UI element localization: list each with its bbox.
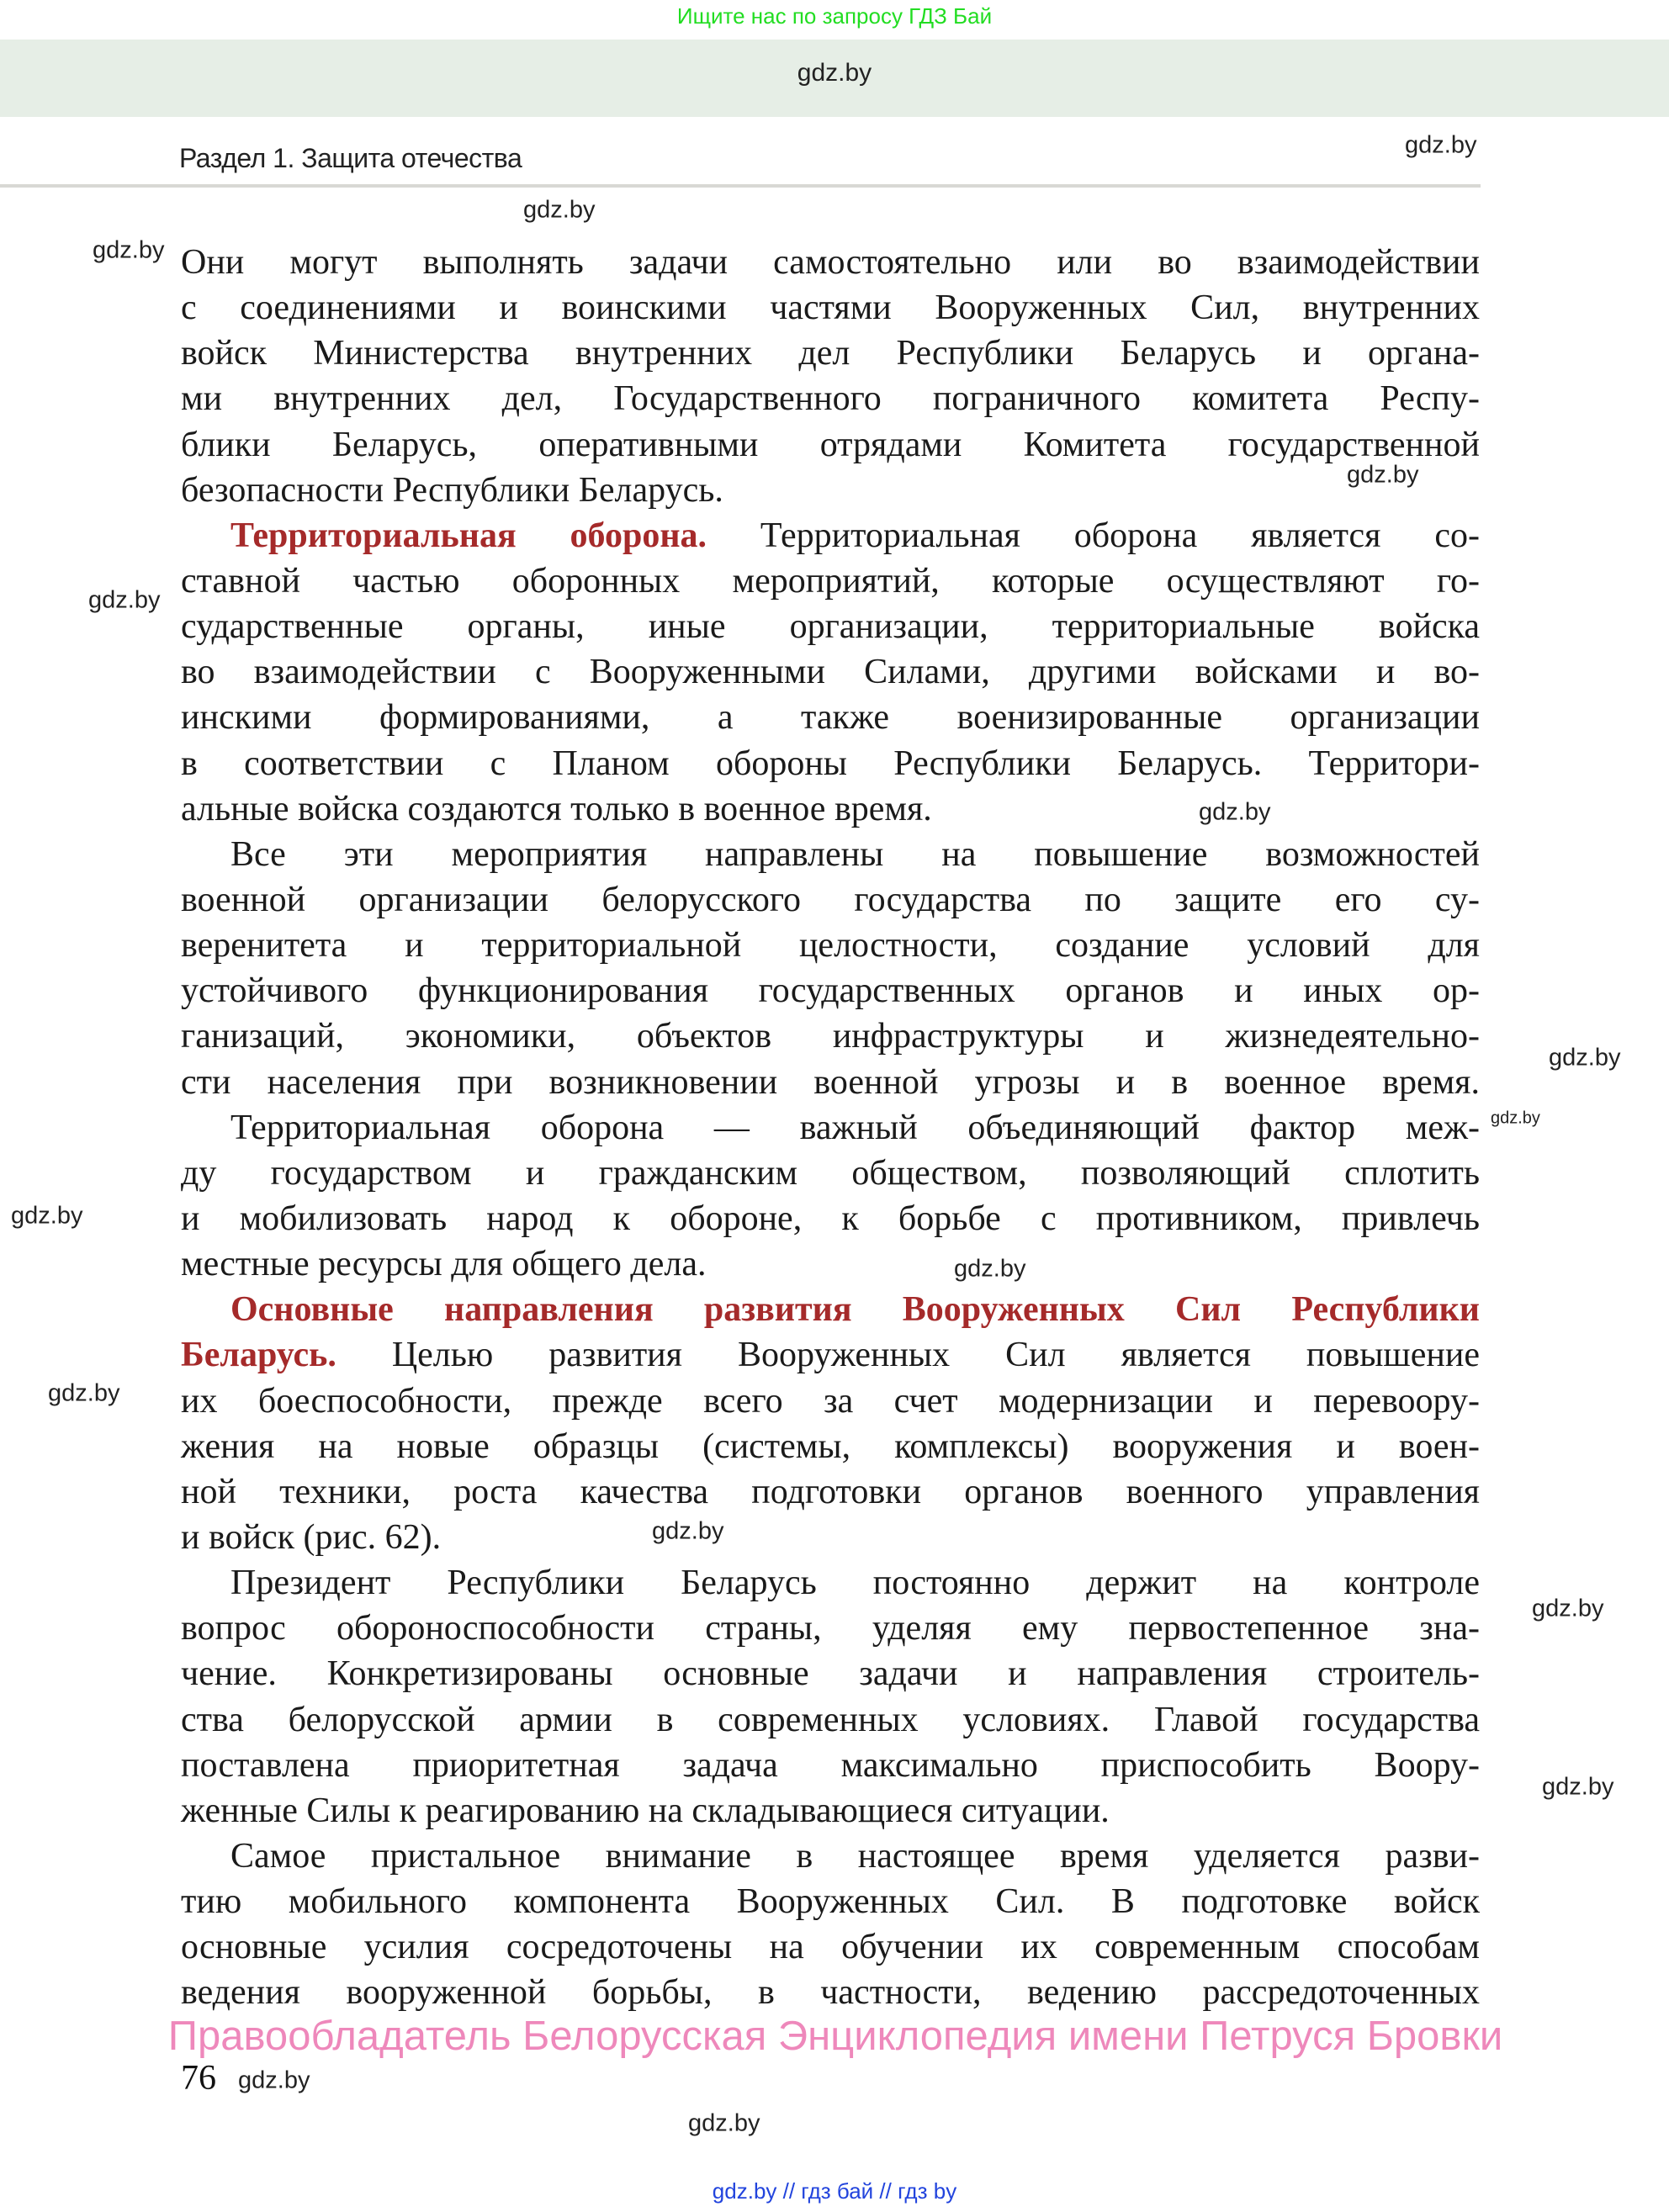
text-line [181, 468, 1480, 513]
text-line [181, 1105, 1480, 1151]
watermark: gdz.by [688, 2109, 760, 2137]
watermark: gdz.by [1405, 131, 1477, 159]
text-line [181, 832, 1480, 877]
text-segment: устойчивого функционирования государственных органов и иных ор- [181, 971, 1480, 1011]
text-line [181, 741, 1480, 786]
text-line [181, 1924, 1480, 1970]
text-line [181, 1606, 1480, 1651]
header-divider [0, 184, 1481, 188]
text-line [181, 1834, 1480, 1879]
text-segment: поставлена приоритетная задача максимально приспособить Воору- [181, 1745, 1480, 1785]
text-segment: войск Министерства внутренних дел Республики Беларусь и органа- [181, 334, 1480, 373]
page-number: 76 [181, 2059, 216, 2098]
text-segment: ведения вооруженной борьбы, в частности, ведению рассредоточенных [181, 1973, 1480, 2013]
watermark: gdz.by [1199, 798, 1271, 826]
watermark: gdz.by [1491, 1109, 1540, 1128]
text-segment: ства белорусской армии в современных условиях. Главой государства [181, 1700, 1480, 1739]
search-hint-banner: Ищите нас по запросу ГДЗ Бай [676, 3, 993, 29]
text-segment: Территориальная оборона — важный объединяющий фактор меж- [230, 1108, 1480, 1147]
text-line [181, 1379, 1480, 1424]
text-segment: военной организации белорусского государства по защите его су- [181, 880, 1480, 919]
text-segment: Целью развития Вооруженных Сил является повышение [336, 1336, 1480, 1375]
text-line [181, 1013, 1480, 1059]
text-line [181, 1743, 1480, 1788]
text-line [181, 923, 1480, 968]
text-segment: Все эти мероприятия направлены на повышение возможностей [230, 834, 1480, 874]
text-segment: Они могут выполнять задачи самостоятельно или во взаимодействии [181, 243, 1480, 282]
text-segment: основные усилия сосредоточены на обучении их современным способам [181, 1928, 1480, 1967]
watermark: gdz.by [11, 1202, 83, 1230]
text-line [181, 1788, 1480, 1834]
section-heading: Беларусь. [181, 1336, 336, 1375]
watermark: gdz.by [1347, 461, 1419, 489]
text-segment: Самое пристальное внимание в настоящее время уделяется разви- [230, 1836, 1480, 1876]
text-line [181, 1651, 1480, 1696]
text-line [181, 1970, 1480, 2015]
watermark: gdz.by [954, 1255, 1026, 1283]
watermark: gdz.by [523, 196, 596, 224]
text-line [181, 1196, 1480, 1241]
text-segment: вопрос обороноспособности страны, уделяя ему первостепенное зна- [181, 1609, 1480, 1648]
body-text [181, 240, 1480, 2015]
text-segment: и мобилизовать народ к обороне, к борьбе с противником, привлечь [181, 1199, 1480, 1238]
text-segment: альные войска создаются только в военное время. [181, 789, 932, 828]
section-heading: Территориальная оборона. [230, 516, 707, 555]
watermark: gdz.by [88, 586, 161, 614]
text-segment: жения на новые образцы (системы, комплексы) вооружения и воен- [181, 1426, 1480, 1466]
text-segment: ми внутренних дел, Государственного пограничного комитета Респу- [181, 379, 1480, 419]
section-header: Раздел 1. Защита отечества [179, 143, 522, 173]
text-segment: ду государством и гражданским обществом, позволяющий сплотить [181, 1153, 1480, 1193]
watermark: gdz.by [1549, 1044, 1621, 1072]
text-line [181, 649, 1480, 695]
text-line [181, 1060, 1480, 1105]
text-line [181, 877, 1480, 923]
text-segment: безопасности Республики Беларусь. [181, 470, 723, 510]
watermark: gdz.by [652, 1517, 724, 1545]
watermark: gdz.by [48, 1379, 120, 1407]
text-segment: женные Силы к реагированию на складывающиеся ситуации. [181, 1791, 1110, 1830]
text-segment: их боеспособности, прежде всего за счет модернизации и перевоору- [181, 1381, 1480, 1421]
text-line [181, 1424, 1480, 1469]
text-segment: блики Беларусь, оперативными отрядами Комитета государственной [181, 425, 1480, 464]
watermark: gdz.by [1532, 1595, 1604, 1622]
text-line [181, 1332, 1480, 1378]
site-band-text[interactable]: gdz.by [797, 59, 872, 87]
text-segment: чение. Конкретизированы основные задачи и направления строитель- [181, 1654, 1480, 1694]
bottom-links[interactable]: gdz.by // гдз бай // гдз by [712, 2178, 957, 2204]
text-segment: инскими формированиями, а также военизированные организации [181, 698, 1480, 738]
text-line [181, 422, 1480, 468]
watermark: gdz.by [238, 2066, 310, 2094]
text-line [181, 513, 1480, 558]
text-segment: веренитета и территориальной целостности, создание условий для [181, 926, 1480, 966]
text-line [181, 376, 1480, 421]
text-line [181, 786, 1480, 832]
text-line [181, 240, 1480, 285]
text-segment: тию мобильного компонента Вооруженных Сил. В подготовке войск [181, 1882, 1480, 1922]
watermark: gdz.by [93, 236, 165, 264]
text-segment: в соответствии с Планом обороны Республики Беларусь. Территори- [181, 744, 1480, 783]
text-line [181, 1879, 1480, 1924]
section-heading: Основные направления развития Вооруженных Сил Республики [230, 1290, 1480, 1330]
text-segment: Территориальная оборона является со- [707, 516, 1480, 555]
text-line [181, 1560, 1480, 1606]
text-segment: местные ресурсы для общего дела. [181, 1245, 707, 1284]
copyright-notice: Правообладатель Белорусская Энциклопедия имени Петруся Бровки [167, 2014, 1503, 2059]
text-line [181, 1697, 1480, 1743]
text-line [181, 1515, 1480, 1560]
watermark: gdz.by [1542, 1773, 1614, 1801]
text-segment: сти населения при возникновении военной угрозы и в военное время. [181, 1062, 1480, 1102]
text-line [181, 1151, 1480, 1196]
text-line [181, 285, 1480, 331]
text-segment: ставной частью оборонных мероприятий, которые осуществляют го- [181, 561, 1480, 601]
text-segment: сударственные органы, иные организации, территориальные войска [181, 607, 1480, 647]
text-line [181, 558, 1480, 604]
text-segment: и войск (рис. 62). [181, 1517, 442, 1557]
text-line [181, 331, 1480, 376]
text-segment: ной техники, роста качества подготовки органов военного управления [181, 1472, 1480, 1511]
text-segment: с соединениями и воинскими частями Вооруженных Сил, внутренних [181, 288, 1480, 328]
text-line [181, 968, 1480, 1013]
text-line [181, 695, 1480, 740]
text-segment: во взаимодействии с Вооруженными Силами, другими войсками и во- [181, 653, 1480, 692]
text-line [181, 1287, 1480, 1332]
text-segment: ганизаций, экономики, объектов инфраструктуры и жизнедеятельно- [181, 1017, 1480, 1056]
text-segment: Президент Республики Беларусь постоянно держит на контроле [230, 1564, 1480, 1603]
text-line [181, 1469, 1480, 1515]
text-line [181, 1241, 1480, 1287]
text-line [181, 604, 1480, 649]
